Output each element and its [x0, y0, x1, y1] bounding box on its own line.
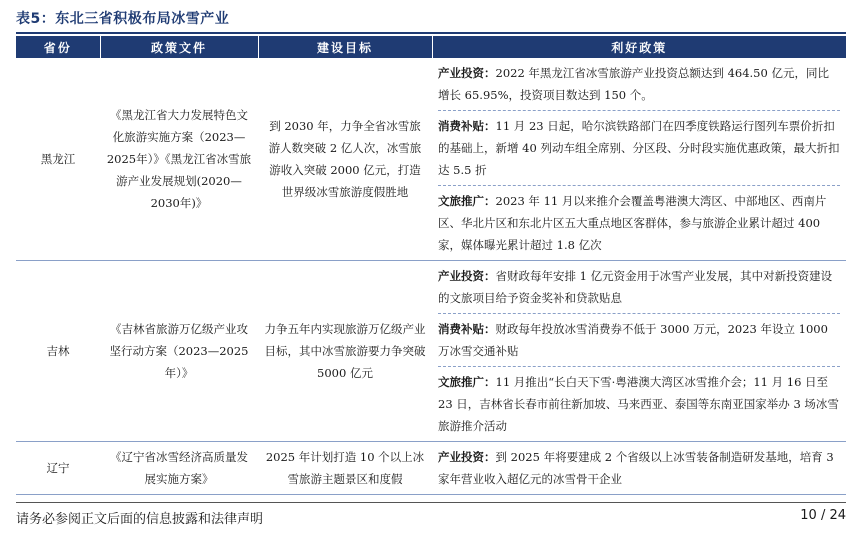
goal-cell: 力争五年内实现旅游万亿级产业目标，其中冰雪旅游要力争突破 5000 亿元: [258, 261, 432, 442]
benefit-label: 消费补贴：: [438, 119, 496, 133]
benefit-label: 消费补贴：: [438, 322, 496, 336]
table-row-heilongjiang: [16, 58, 846, 261]
benefit-item: [438, 313, 840, 366]
goal-cell: 到 2030 年，力争全省冰雪旅游人数突破 2 亿人次，冰雪旅游收入突破 2000 亿元，打造世界级冰雪旅游度假胜地: [258, 58, 432, 261]
table-header-row: [16, 36, 846, 58]
province-cell: 吉林: [16, 261, 100, 442]
table-row-jilin: [16, 261, 846, 442]
benefits-cell: [432, 58, 846, 261]
benefit-item: [438, 185, 840, 260]
benefit-text: 财政每年投放冰雪消费券不低于 3000 万元，2023 年设立 1000 万冰雪交通补贴: [438, 322, 828, 358]
document-cell: 《黑龙江省大力发展特色文化旅游实施方案（2023—2025年）》《黑龙江省冰雪旅游产业发展规划(2020—2030年)》: [100, 58, 258, 261]
page-number: 10 / 24: [800, 508, 846, 523]
province-cell: 辽宁: [16, 442, 100, 495]
benefit-item: [438, 110, 840, 185]
header-province: 省份: [16, 36, 100, 58]
table-row-liaoning: [16, 442, 846, 495]
benefit-text: 2022 年黑龙江省冰雪旅游产业投资总额达到 464.50 亿元，同比增长 65.95%，投资项目数达到 150 个。: [438, 66, 829, 102]
benefit-text: 11 月推出“长白天下雪·粤港澳大湾区冰雪推介会；11 月 16 日至 23 日，吉林省长春市前往新加坡、马来西亚、泰国等东南亚国家举办 3 场冰雪旅游推介活动: [438, 375, 839, 433]
benefit-label: 文旅推广：: [438, 375, 496, 389]
benefits-cell: [432, 261, 846, 442]
benefit-item: [438, 366, 840, 441]
footer-disclaimer: 请务必参阅正文后面的信息披露和法律声明: [16, 512, 264, 527]
goal-cell: 2025 年计划打造 10 个以上冰雪旅游主题景区和度假: [258, 442, 432, 495]
benefit-text: 省财政每年安排 1 亿元资金用于冰雪产业发展，其中对新投资建设的文旅项目给予资金奖补和贷款贴息: [438, 269, 833, 305]
benefit-text: 2023 年 11 月以来推介会覆盖粤港澳大湾区、中部地区、西南片区、华北片区和东北片区五大重点地区客群体，参与旅游企业累计超过 400 家，媒体曝光累计超过 1.8 亿次: [438, 194, 827, 252]
policy-table: [16, 36, 846, 495]
benefit-text: 11 月 23 日起，哈尔滨铁路部门在四季度铁路运行图列车票价折扣的基础上，新增 40 列动车组全席别、分区段、分时段实施优惠政策，最大折扣达 5.5 折: [438, 119, 840, 177]
header-benefits: 利好政策: [432, 36, 846, 58]
header-goal: 建设目标: [258, 36, 432, 58]
title-divider: [16, 32, 846, 34]
footer-divider: [16, 502, 846, 503]
document-cell: 《吉林省旅游万亿级产业攻坚行动方案（2023—2025 年）》: [100, 261, 258, 442]
table-title: 表5：东北三省积极布局冰雪产业: [16, 11, 230, 27]
benefit-label: 产业投资：: [438, 66, 496, 80]
benefit-label: 产业投资：: [438, 269, 496, 283]
benefit-item: [438, 442, 840, 494]
benefit-text: 到 2025 年将要建成 2 个省级以上冰雪装备制造研发基地，培育 3 家年营业收入超亿元的冰雪骨干企业: [438, 450, 834, 486]
benefit-item: [438, 261, 840, 313]
benefit-label: 文旅推广：: [438, 194, 496, 208]
benefits-cell: [432, 442, 846, 495]
benefit-item: [438, 58, 840, 110]
header-document: 政策文件: [100, 36, 258, 58]
province-cell: 黑龙江: [16, 58, 100, 261]
benefit-label: 产业投资：: [438, 450, 496, 464]
document-cell: 《辽宁省冰雪经济高质量发展实施方案》: [100, 442, 258, 495]
